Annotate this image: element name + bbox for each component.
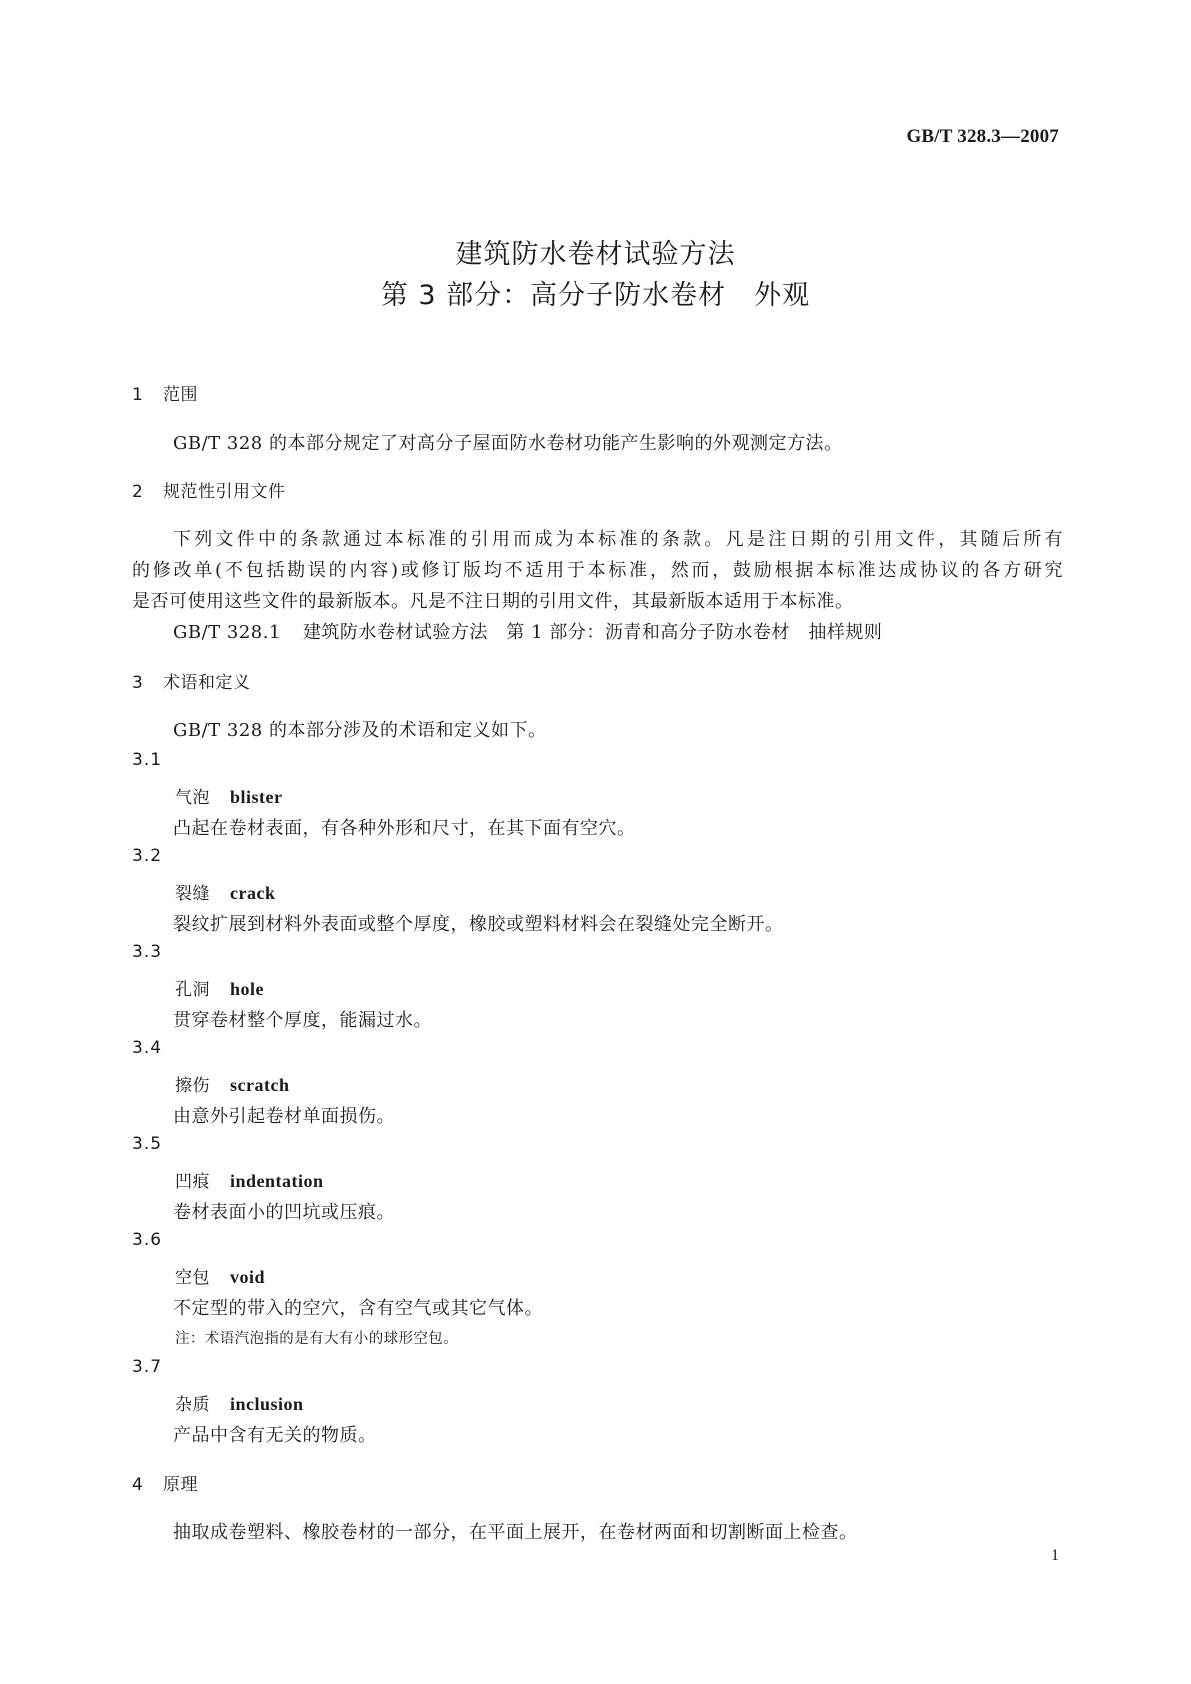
reference-code: GB/T 328.1 (173, 622, 281, 643)
clause-3-3-number: 3.3 (132, 942, 163, 962)
section-title: 范围 (163, 385, 198, 405)
term-note: 注：术语汽泡指的是有大有小的球形空包。 (175, 1331, 459, 1347)
term-definition: 裂纹扩展到材料外表面或整个厚度，橡胶或塑料材料会在裂缝处完全断开。 (173, 914, 784, 935)
term-english: inclusion (230, 1394, 304, 1414)
term-chinese: 孔洞 (175, 980, 210, 1000)
clause-3-6-number: 3.6 (132, 1230, 163, 1250)
document-title-line-2: 第 3 部分：高分子防水卷材 外观 (380, 280, 811, 311)
term-english: blister (230, 787, 283, 807)
section-1-heading (132, 380, 198, 405)
term-crack (175, 879, 275, 904)
term-english: hole (230, 979, 265, 999)
clause-3-1-number: 3.1 (132, 750, 163, 770)
section-title: 规范性引用文件 (163, 482, 286, 502)
section-number: 2 (132, 482, 144, 502)
refs-paragraph-line-2: 的修改单(不包括勘误的内容)或修订版均不适用于本标准，然而，鼓励根据本标准达成协议的各方研究 (132, 560, 1063, 581)
document-title-line-1: 建筑防水卷材试验方法 (455, 239, 736, 270)
section-2-heading (132, 477, 286, 502)
term-hole (175, 975, 264, 1000)
scope-paragraph: GB/T 328 的本部分规定了对高分子屋面防水卷材功能产生影响的外观测定方法。 (173, 433, 843, 454)
section-number: 1 (132, 385, 144, 405)
section-4-heading (132, 1470, 198, 1495)
term-indentation (175, 1167, 324, 1192)
term-definition: 不定型的带入的空穴，含有空气或其它气体。 (173, 1298, 543, 1319)
term-chinese: 气泡 (175, 788, 210, 808)
normative-reference-entry (173, 618, 882, 644)
term-definition: 产品中含有无关的物质。 (173, 1425, 377, 1446)
page-number: 1 (1051, 1547, 1059, 1564)
clause-3-4-number: 3.4 (132, 1038, 163, 1058)
terms-intro: GB/T 328 的本部分涉及的术语和定义如下。 (173, 720, 547, 741)
term-english: void (230, 1267, 266, 1287)
term-chinese: 空包 (175, 1268, 210, 1288)
term-english: scratch (230, 1075, 290, 1095)
section-title: 原理 (163, 1475, 198, 1495)
term-english: indentation (230, 1171, 324, 1191)
clause-3-5-number: 3.5 (132, 1134, 163, 1154)
term-chinese: 凹痕 (175, 1172, 210, 1192)
refs-paragraph-line-3: 是否可使用这些文件的最新版本。凡是不注日期的引用文件，其最新版本适用于本标准。 (132, 591, 854, 612)
principle-paragraph: 抽取成卷塑料、橡胶卷材的一部分，在平面上展开，在卷材两面和切割断面上检查。 (173, 1522, 858, 1543)
clause-3-7-number: 3.7 (132, 1357, 163, 1377)
term-definition: 凸起在卷材表面，有各种外形和尺寸，在其下面有空穴。 (173, 818, 636, 839)
standard-code: GB/T 328.3—2007 (906, 126, 1059, 147)
term-definition: 贯穿卷材整个厚度，能漏过水。 (173, 1010, 432, 1031)
reference-title: 建筑防水卷材试验方法 第 1 部分：沥青和高分子防水卷材 抽样规则 (302, 622, 883, 643)
term-scratch (175, 1071, 289, 1096)
term-english: crack (230, 883, 276, 903)
section-3-heading (132, 668, 251, 693)
term-definition: 由意外引起卷材单面损伤。 (173, 1106, 395, 1127)
term-chinese: 擦伤 (175, 1076, 210, 1096)
clause-3-2-number: 3.2 (132, 846, 163, 866)
section-number: 4 (132, 1475, 144, 1495)
term-chinese: 裂缝 (175, 884, 210, 904)
term-chinese: 杂质 (175, 1395, 210, 1415)
term-void (175, 1263, 265, 1288)
section-title: 术语和定义 (163, 673, 251, 693)
term-definition: 卷材表面小的凹坑或压痕。 (173, 1202, 395, 1223)
term-blister (175, 783, 283, 808)
section-number: 3 (132, 673, 144, 693)
refs-paragraph-line-1: 下列文件中的条款通过本标准的引用而成为本标准的条款。凡是注日期的引用文件，其随后所有 (173, 529, 1063, 550)
term-inclusion (175, 1390, 304, 1415)
